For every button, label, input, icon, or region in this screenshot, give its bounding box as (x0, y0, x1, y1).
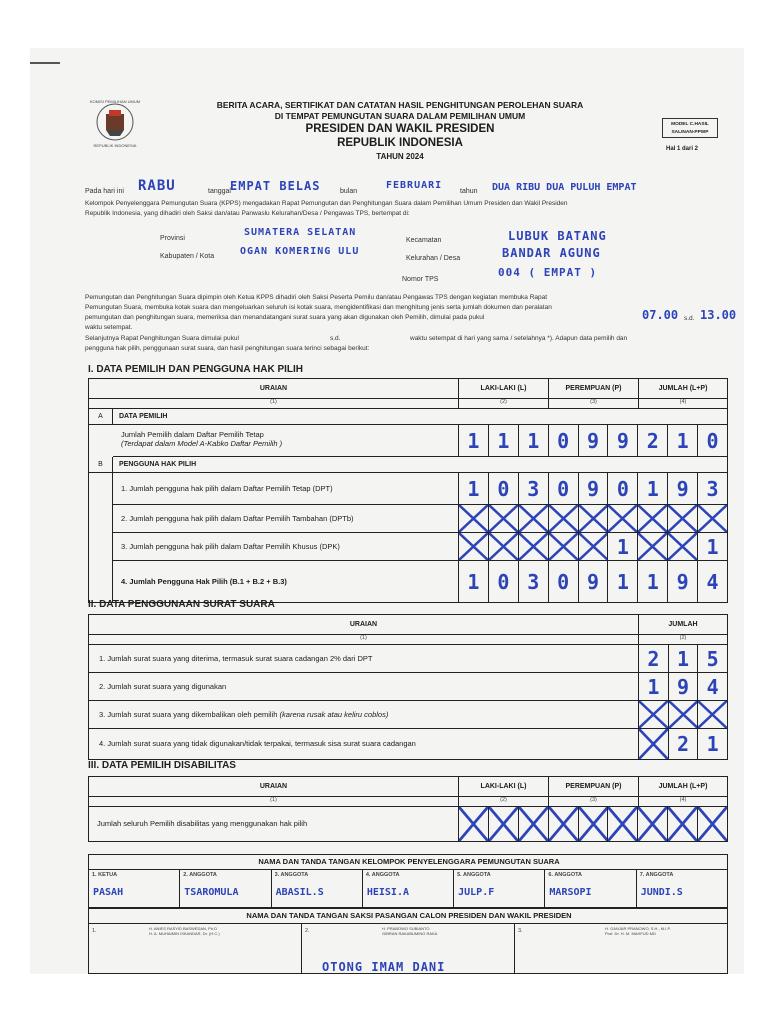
digit-cell: 9 (578, 561, 608, 602)
s1-col-p: PEREMPUAN (P) (549, 379, 639, 399)
digit-cell: 0 (548, 561, 578, 602)
kecamatan-value: LUBUK BATANG (508, 229, 607, 243)
start-end-sd: s.d. (684, 315, 695, 322)
saksi-3-cand-a: H. GANJAR PRANOWO, S.H., M.I.P. (605, 926, 671, 931)
saksi-cell-3 (515, 924, 727, 974)
s3-n2: (2) (459, 797, 549, 807)
s1-b-title: PENGGUNA HAK PILIH (113, 457, 727, 473)
s3-col-p: PEREMPUAN (P) (549, 777, 639, 797)
kpps-member-role: 6. ANGGOTA (548, 872, 583, 878)
digit-cell (488, 505, 518, 532)
kpps-member-name: TSAROMULA (184, 887, 239, 898)
title-line-1: BERITA ACARA, SERTIFIKAT DAN CATATAN HASIL PENGHITUNGAN PEROLEHAN SUARA (216, 100, 584, 110)
kpps-members (89, 869, 727, 908)
intro-tanggal-label: tanggal (208, 188, 231, 195)
paragraph-line-6: pengguna hak pilih, penggunaan surat suara, dan hasil penghitungan suara terinci sebagai berikut: (85, 345, 370, 352)
paragraph-line-5a: Selanjutnya Rapat Penghitungan Suara dimulai pukul (85, 335, 239, 342)
provinsi-value: SUMATERA SELATAN (244, 227, 357, 238)
paragraph-line-3: pemungutan dan penghitungan suara, memeriksa dan menandatangani surat suara yang akan digunakan oleh Pemilih, dimulai pada pukul (85, 314, 485, 321)
digit-cell (518, 505, 548, 532)
digit-cell: 9 (667, 473, 697, 504)
paragraph-line-5c: waktu setempat di hari yang sama / setelahnya *). Adapun data pemilih dan (410, 335, 628, 342)
saksi-title: NAMA DAN TANDA TANGAN SAKSI PASANGAN CALON PRESIDEN DAN WAKIL PRESIDEN (246, 911, 572, 920)
s2-r2-digits (639, 673, 727, 701)
digit-cell (548, 533, 578, 560)
kpps-member-role: 5. ANGGOTA (457, 872, 491, 878)
corner-mark (30, 62, 60, 64)
kpps-member (272, 870, 363, 908)
s1-a-code: A (89, 409, 113, 425)
kpps-member (454, 870, 545, 908)
digit-cell: 0 (548, 425, 578, 456)
digit-cell (459, 533, 488, 560)
digit-cell: 1 (667, 425, 697, 456)
digit-cell: 1 (697, 729, 727, 759)
intro-text-2: Republik Indonesia, yang dihadiri oleh Saksi dan/atau Panwaslu Kelurahan/Desa / Pengawas TPS, bertempat di: (85, 210, 410, 217)
title-line-4: REPUBLIK INDONESIA (337, 137, 463, 149)
kpps-member (545, 870, 636, 908)
digit-cell: 1 (467, 428, 480, 453)
kpps-member-role: 4. ANGGOTA (365, 872, 400, 878)
saksi-3-num: 3. (518, 928, 523, 934)
digit-cell: 2 (637, 425, 667, 456)
s1-a1-label (113, 425, 459, 457)
digit-cell (518, 807, 548, 841)
s1-col-l: LAKI-LAKI (L) (459, 379, 549, 399)
s3-col-uraian: URAIAN (89, 777, 459, 797)
digit-cell (697, 701, 727, 728)
kpps-title: NAMA DAN TANDA TANGAN KELOMPOK PENYELENGGARA PEMUNGUTAN SUARA (258, 857, 560, 866)
logo-text-top: KOMISI PEMILIHAN UMUM (89, 99, 141, 104)
saksi-cell-2 (302, 924, 515, 974)
model-box-line-1: MODEL C.HASIL (671, 122, 709, 127)
digit-cell: 9 (578, 425, 608, 456)
intro-pada-hari: Pada hari ini (85, 188, 124, 195)
kpps-signature-block (88, 854, 728, 908)
digit-cell: 0 (548, 473, 578, 504)
s2-r3-text: 3. Jumlah surat suara yang dikembalikan oleh pemilih (99, 710, 278, 719)
s1-b1-text: 1. Jumlah pengguna hak pilih dalam Daftar Pemilih Tetap (DPT) (113, 473, 459, 505)
model-box (662, 118, 718, 138)
saksi-signature-block (88, 908, 728, 974)
s3-col-l: LAKI-LAKI (L) (459, 777, 549, 797)
digit-cell (637, 505, 667, 532)
digit-cell: 1 (668, 645, 698, 672)
s1-b2-digits (459, 505, 727, 533)
s2-col-uraian: URAIAN (89, 615, 639, 635)
digit-cell: 1 (467, 569, 480, 594)
digit-cell: 9 (607, 425, 637, 456)
s2-col-j: JUMLAH (639, 615, 727, 635)
section-2-table (88, 614, 728, 760)
document-page (30, 48, 744, 974)
digit-cell (667, 533, 697, 560)
s1-col-uraian: URAIAN (89, 379, 459, 399)
s1-b3-digits (459, 533, 727, 561)
kecamatan-label: Kecamatan (406, 237, 442, 244)
digit-cell: 2 (668, 729, 698, 759)
model-box-line-2: SALINAN-PPWP (671, 130, 709, 135)
bulan-value: FEBRUARI (386, 180, 443, 191)
s2-r2-text: 2. Jumlah surat suara yang digunakan (89, 673, 639, 701)
s1-b1-digits (459, 473, 727, 505)
digit-cell (548, 807, 578, 841)
digit-cell (607, 807, 637, 841)
kpps-member (89, 870, 180, 908)
paragraph-line-1: Pemungutan dan Penghitungan Suara dipimpin oleh Ketua KPPS dihadiri oleh Saksi Peserta Pemilu dan/atau Pengawas TPS dengan kegiatan membuka Rapat (85, 294, 548, 301)
kpps-member (363, 870, 454, 908)
digit-cell (667, 807, 697, 841)
kpu-logo (89, 99, 141, 150)
saksi-3-cand-b: Prof. Dr. H. M. MAHFUD MD (605, 931, 656, 936)
tahun-value: DUA RIBU DUA PULUH EMPAT (492, 182, 637, 193)
kpps-member-name: HEISI.A (366, 887, 409, 898)
digit-cell (578, 505, 608, 532)
digit-cell (639, 729, 668, 759)
digit-cell (578, 807, 608, 841)
kelurahan-value: BANDAR AGUNG (502, 246, 601, 260)
digit-cell (578, 533, 608, 560)
paragraph-line-4: waktu setempat. (85, 324, 133, 331)
s1-b3-text: 3. Jumlah pengguna hak pilih dalam Daftar Pemilih Khusus (DPK) (113, 533, 459, 561)
tps-label: Nomor TPS (402, 276, 439, 283)
kpps-member-name: PASAH (93, 887, 124, 898)
digit-cell (697, 807, 727, 841)
intro-bulan-label: bulan (340, 188, 358, 195)
digit-cell (548, 505, 578, 532)
s2-r4-digits (639, 729, 727, 759)
s1-n1: (1) (89, 399, 459, 409)
title-line-3: PRESIDEN DAN WAKIL PRESIDEN (305, 123, 495, 135)
digit-cell: 1 (647, 674, 660, 699)
section-2-title: II. DATA PENGGUNAAN SURAT SUARA (88, 599, 275, 610)
s2-r1-digits (639, 645, 727, 673)
s1-b-code: B (89, 457, 113, 473)
digit-cell: 2 (647, 646, 660, 671)
section-1-table (88, 378, 728, 603)
s1-col-j: JUMLAH (L+P) (639, 379, 727, 399)
intro-text-1: Kelompok Penyelenggara Pemungutan Suara (KPPS) mengadakan Rapat Pemungutan dan Penghitungan Suara dalam Pemilihan Umum Presiden dan Wakil Presiden (85, 200, 568, 207)
section-3-table (88, 776, 728, 842)
kpps-member-name: ABASIL.S (275, 887, 324, 898)
digit-cell (697, 505, 727, 532)
digit-cell: 1 (607, 533, 637, 560)
kpps-member-role: 7. ANGGOTA (639, 872, 674, 878)
digit-cell: 1 (637, 561, 667, 602)
kpps-member-role: 2. ANGGOTA (183, 872, 217, 878)
kelurahan-label: Kelurahan / Desa (406, 255, 461, 262)
saksi-1-cand-b: H. A. MUHAIMIN ISKANDAR, Dr. (H.C.) (149, 931, 220, 936)
kpps-member (637, 870, 727, 908)
digit-cell (668, 701, 698, 728)
s2-n1: (1) (89, 635, 639, 645)
s2-r3-ital: (karena rusak atau keliru coblos) (279, 710, 389, 719)
digit-cell: 1 (697, 533, 727, 560)
intro-tahun-label: tahun (460, 188, 478, 195)
digit-cell: 4 (697, 561, 727, 602)
digit-cell: 0 (697, 425, 727, 456)
saksi-1-num: 1. (92, 928, 97, 934)
digit-cell: 1 (518, 425, 548, 456)
s1-n2: (2) (459, 399, 549, 409)
s3-r1-text: Jumlah seluruh Pemilih disabilitas yang menggunakan hak pilih (89, 807, 459, 841)
saksi-cell-1 (89, 924, 302, 974)
digit-cell: 0 (488, 473, 518, 504)
s1-n4: (4) (639, 399, 727, 409)
digit-cell (459, 505, 488, 532)
s3-n1: (1) (89, 797, 459, 807)
title-line-5: TAHUN 2024 (376, 152, 424, 161)
digit-cell: 9 (578, 473, 608, 504)
s3-col-j: JUMLAH (L+P) (639, 777, 727, 797)
digit-cell: 4 (697, 673, 727, 700)
digit-cell: 1 (488, 425, 518, 456)
s3-n3: (3) (549, 797, 639, 807)
digit-cell (637, 807, 667, 841)
paragraph-line-5b: s.d. (330, 335, 341, 342)
digit-cell: 9 (667, 561, 697, 602)
saksi-1-cand-a: H. ANIES RASYID BASWEDAN, Ph.D (149, 926, 218, 931)
s1-b4-digits (459, 561, 727, 602)
kabupaten-label: Kabupaten / Kota (160, 253, 215, 260)
s1-n3: (3) (549, 399, 639, 409)
saksi-2-cand-a: H. PRABOWO SUBIANTO (382, 926, 430, 931)
provinsi-label: Provinsi (160, 235, 185, 242)
digit-cell: 0 (607, 473, 637, 504)
saksi-2-name: OTONG IMAM DANI (322, 960, 446, 974)
s1-a1-sub: (Terdapat dalam Model A-Kabko Daftar Pemilih ) (121, 439, 283, 448)
s1-a1-text: Jumlah Pemilih dalam Daftar Pemilih Tetap (121, 430, 264, 439)
saksi-2-num: 2. (305, 928, 310, 934)
digit-cell: 3 (697, 473, 727, 504)
s2-n2: (2) (639, 635, 727, 645)
digit-cell: 3 (518, 561, 548, 602)
logo-text-bottom: REPUBLIK INDONESIA (93, 143, 137, 148)
s1-b-divider (112, 473, 113, 602)
saksi-2-cand-b: GIBRAN RAKABUMING RAKA (382, 931, 438, 936)
tanggal-value: EMPAT BELAS (230, 179, 321, 193)
digit-cell (637, 533, 667, 560)
s1-a-title: DATA PEMILIH (113, 409, 727, 425)
kpps-member-name: MARSOPI (549, 887, 592, 898)
kpps-member-name: JUNDI.S (640, 887, 683, 898)
digit-cell: 1 (467, 476, 480, 501)
digit-cell: 1 (607, 561, 637, 602)
digit-cell (639, 701, 668, 728)
s1-b4-text: 4. Jumlah Pengguna Hak Pilih (B.1 + B.2 + B.3) (113, 561, 459, 602)
kabupaten-value: OGAN KOMERING ULU (240, 246, 360, 257)
s1-b2-text: 2. Jumlah pengguna hak pilih dalam Daftar Pemilih Tambahan (DPTb) (113, 505, 459, 533)
s3-r1-digits (459, 807, 727, 841)
kpps-member (180, 870, 271, 908)
digit-cell: 0 (488, 561, 518, 602)
s2-r4-text: 4. Jumlah surat suara yang tidak digunakan/tidak terpakai, termasuk sisa surat suara cadangan (89, 729, 639, 759)
s2-r3-label (89, 701, 639, 729)
kpps-member-role: 1. KETUA (92, 872, 118, 878)
s2-r3-digits (639, 701, 727, 729)
digit-cell (518, 533, 548, 560)
digit-cell: 5 (697, 645, 727, 672)
digit-cell (667, 505, 697, 532)
digit-cell (607, 505, 637, 532)
kpps-member-name: JULP.F (458, 887, 495, 898)
start-time: 07.00 (642, 308, 679, 322)
digit-cell: 3 (518, 473, 548, 504)
tps-value: 004 ( EMPAT ) (498, 266, 598, 279)
paragraph-line-2: Pemungutan Suara, membuka kotak suara dan mengeluarkan seluruh isi kotak suara, mengidentifikasi dan menghitung jenis serta jumlah dokumen dan peralatan (85, 304, 552, 311)
title-line-2: DI TEMPAT PEMUNGUTAN SUARA DALAM PEMILIHAN UMUM (274, 111, 526, 121)
page-number: Hal 1 dari 2 (666, 146, 699, 152)
s1-a1-digits (459, 425, 727, 457)
digit-cell: 1 (637, 473, 667, 504)
s2-r1-text: 1. Jumlah surat suara yang diterima, termasuk surat suara cadangan 2% dari DPT (89, 645, 639, 673)
kpps-member-role: 3. ANGGOTA (274, 872, 309, 878)
hari-value: RABU (138, 178, 176, 194)
section-3-title: III. DATA PEMILIH DISABILITAS (88, 760, 236, 771)
saksi-cells (89, 923, 727, 974)
digit-cell (459, 807, 488, 841)
end-time: 13.00 (700, 308, 737, 322)
s3-n4: (4) (639, 797, 727, 807)
section-1-title: I. DATA PEMILIH DAN PENGGUNA HAK PILIH (88, 364, 303, 375)
digit-cell (488, 807, 518, 841)
digit-cell: 9 (668, 673, 698, 700)
digit-cell (488, 533, 518, 560)
